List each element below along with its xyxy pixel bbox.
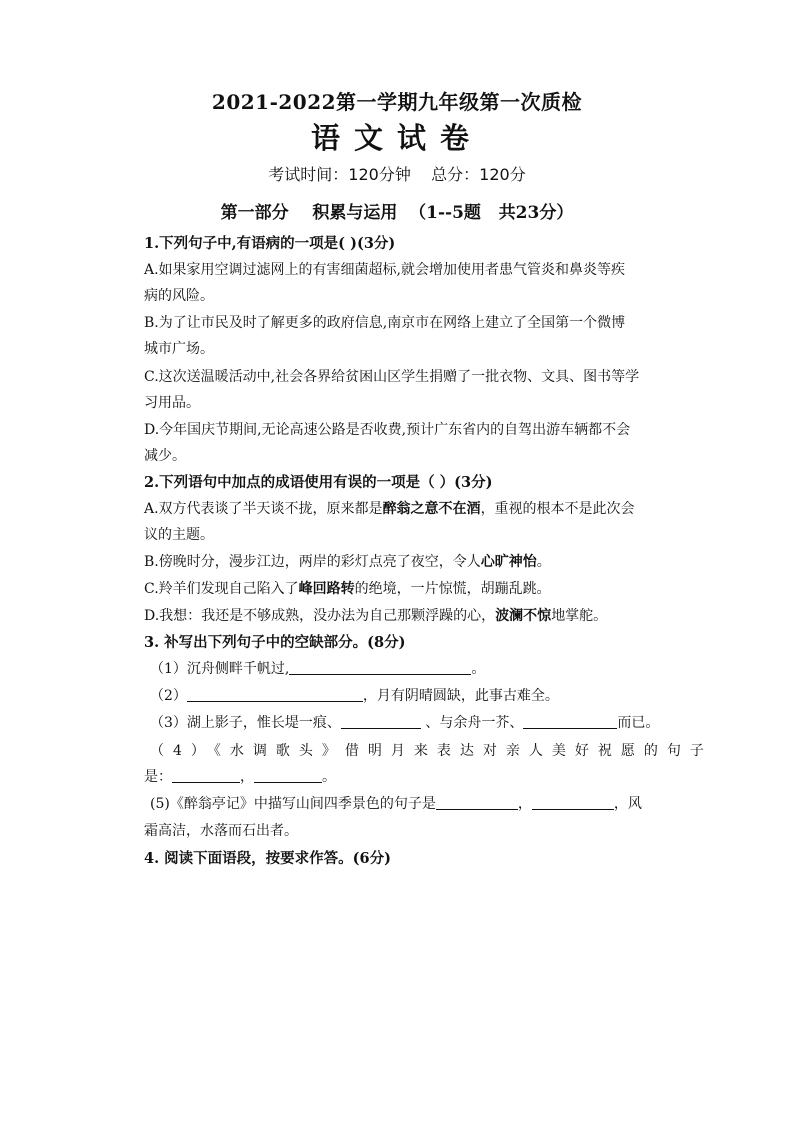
q2-option-b bbox=[144, 551, 551, 571]
q3-1-text: （1）沉舟侧畔千帆过, bbox=[150, 661, 290, 677]
q3-item-3 bbox=[150, 712, 659, 732]
q3-3-mid: 、与余舟一芥、 bbox=[420, 715, 524, 731]
q3-4-text: 是： bbox=[144, 769, 172, 785]
q3-item-4-cont bbox=[144, 766, 336, 786]
q1-option-d: D.今年国庆节期间,无论高速公路是否收费,预计广东省内的自驾出游车辆都不会 bbox=[144, 422, 631, 438]
q3-1-blank[interactable] bbox=[289, 660, 471, 675]
q2-d-idiom: 波澜不惊 bbox=[495, 608, 552, 624]
q3-4-mid: ， bbox=[240, 769, 254, 785]
q2-a-idiom: 醉翁之意不在酒 bbox=[382, 501, 481, 517]
q3-2-end: ，月有阴晴圆缺，此事古难全。 bbox=[362, 688, 559, 704]
q2-b-text: B.傍晚时分，漫步江边，两岸的彩灯点亮了夜空，令人 bbox=[144, 554, 481, 570]
q1-option-a: A.如果家用空调过滤网上的有害细菌超标,就会增加使用者患气管炎和鼻炎等疾 bbox=[144, 262, 626, 278]
q3-5-end: ，风 bbox=[613, 796, 642, 812]
exam-meta: 考试时间：120分钟 总分：120分 bbox=[268, 165, 526, 184]
q2-option-a bbox=[144, 498, 635, 518]
exam-title: 2021-2022第一学期九年级第一次质检 bbox=[211, 90, 583, 114]
q2-b-text-end: 。 bbox=[536, 554, 551, 570]
q4-stem: 4. 阅读下面语段，按要求作答。(6分) bbox=[144, 850, 391, 867]
q3-item-1 bbox=[150, 658, 485, 678]
q3-3-end: 而已。 bbox=[617, 715, 660, 731]
q3-4-blank-b[interactable] bbox=[254, 768, 322, 783]
q2-d-text: D.我想：我还是不够成熟，没办法为自己那颗浮躁的心， bbox=[144, 608, 496, 624]
q1-option-c: C.这次送温暖活动中,社会各界给贫困山区学生捐赠了一批衣物、文具、图书等学 bbox=[144, 369, 640, 385]
q1-option-b-cont: 城市广场。 bbox=[144, 341, 214, 357]
q2-a-text: A.双方代表谈了半天谈不拢，原来都是 bbox=[144, 501, 383, 517]
q3-4-blank-a[interactable] bbox=[172, 768, 240, 783]
q3-2-text: （2） bbox=[150, 688, 187, 704]
q3-3-blank-b[interactable] bbox=[523, 714, 617, 729]
q3-2-blank[interactable] bbox=[187, 687, 363, 702]
paper-title: 语文试卷 bbox=[310, 121, 483, 155]
q1-option-a-cont: 病的风险。 bbox=[144, 288, 214, 304]
q2-option-d bbox=[144, 605, 607, 625]
q1-stem: 1.下列句子中,有语病的一项是( )(3分) bbox=[144, 235, 396, 252]
q3-stem: 3. 补写出下列句子中的空缺部分。(8分) bbox=[144, 634, 406, 651]
q3-5-blank-a[interactable] bbox=[436, 795, 518, 810]
q2-c-idiom: 峰回路转 bbox=[298, 581, 355, 597]
q3-item-5 bbox=[150, 793, 642, 813]
q2-c-text: C.羚羊们发现自己陷入了 bbox=[144, 581, 299, 597]
q3-1-end: 。 bbox=[471, 661, 486, 677]
q3-item-5-cont: 霜高洁，水落而石出者。 bbox=[144, 823, 298, 839]
q2-option-a-cont: 议的主题。 bbox=[144, 527, 214, 543]
q3-item-4: （4）《水调歌头》借明月来表达对亲人美好祝愿的句子 bbox=[150, 743, 713, 759]
q1-option-c-cont: 习用品。 bbox=[144, 395, 200, 411]
q3-3-text: （3）湖上影子，惟长堤一痕、 bbox=[150, 715, 341, 731]
q3-5-blank-b[interactable] bbox=[532, 795, 614, 810]
q2-d-text-end: 地掌舵。 bbox=[551, 608, 608, 624]
q1-option-d-cont: 减少。 bbox=[144, 448, 186, 464]
q2-c-text-end: 的绝境，一片惊慌，胡蹦乱跳。 bbox=[354, 581, 551, 597]
q3-item-2 bbox=[150, 685, 559, 705]
q2-option-c bbox=[144, 578, 551, 598]
q3-5-text: (5)《醉翁亭记》中描写山间四季景色的句子是 bbox=[150, 796, 436, 812]
q3-3-blank-a[interactable] bbox=[341, 714, 421, 729]
q3-5-mid: ， bbox=[517, 796, 532, 812]
q2-stem: 2.下列语句中加点的成语使用有误的一项是（ ）(3分) bbox=[144, 474, 493, 491]
q2-a-text-end: ，重视的根本不是此次会 bbox=[480, 501, 635, 517]
q3-4-end: 。 bbox=[322, 769, 336, 785]
q1-option-b: B.为了让市民及时了解更多的政府信息,南京市在网络上建立了全国第一个微博 bbox=[144, 315, 626, 331]
section-heading: 第一部分 积累与运用 （1--5题 共23分） bbox=[220, 203, 574, 223]
q2-b-idiom: 心旷神怡 bbox=[480, 554, 537, 570]
